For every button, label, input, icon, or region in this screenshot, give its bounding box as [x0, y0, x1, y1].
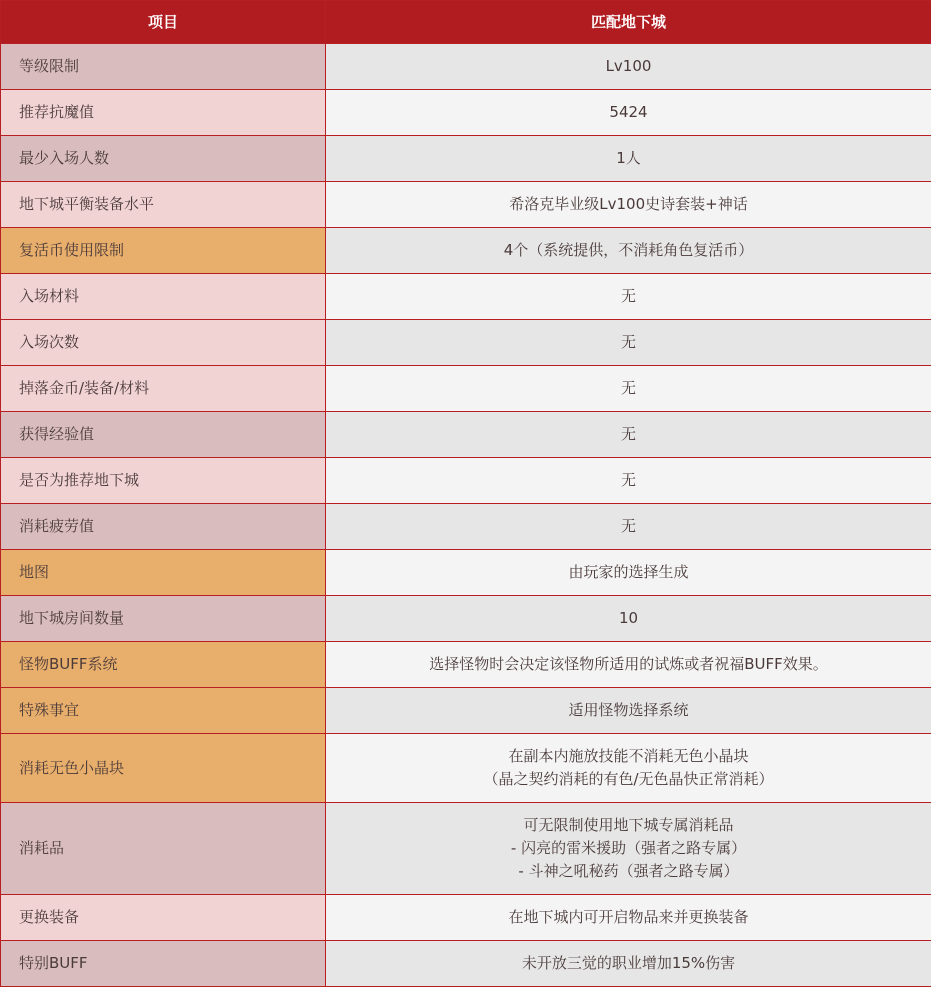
row-value: 无 [326, 458, 931, 504]
table-row [1, 596, 931, 642]
row-value: 由玩家的选择生成 [326, 550, 931, 596]
row-label: 复活币使用限制 [1, 228, 326, 274]
header-item: 项目 [1, 1, 326, 44]
row-value: 5424 [326, 90, 931, 136]
row-value: 在地下城内可开启物品来并更换装备 [326, 895, 931, 941]
table-header-row [1, 1, 931, 44]
table-row [1, 895, 931, 941]
row-label: 消耗疲劳值 [1, 504, 326, 550]
row-value: 可无限制使用地下城专属消耗品 - 闪亮的雷米援助（强者之路专属） - 斗神之吼秘药（强者之路专属） [326, 803, 931, 895]
row-label: 推荐抗魔值 [1, 90, 326, 136]
row-label: 消耗无色小晶块 [1, 734, 326, 803]
table-row [1, 941, 931, 987]
table-row [1, 504, 931, 550]
row-label: 是否为推荐地下城 [1, 458, 326, 504]
table-row [1, 803, 931, 895]
table-row [1, 458, 931, 504]
row-value: 无 [326, 320, 931, 366]
table-row [1, 550, 931, 596]
table-row [1, 136, 931, 182]
row-value: 无 [326, 504, 931, 550]
row-label: 入场材料 [1, 274, 326, 320]
row-value: Lv100 [326, 44, 931, 90]
table-row [1, 320, 931, 366]
row-label: 掉落金币/装备/材料 [1, 366, 326, 412]
header-dungeon: 匹配地下城 [326, 1, 931, 44]
row-label: 入场次数 [1, 320, 326, 366]
table-row [1, 44, 931, 90]
row-label: 最少入场人数 [1, 136, 326, 182]
row-value: 适用怪物选择系统 [326, 688, 931, 734]
table-row [1, 366, 931, 412]
row-label: 特别BUFF [1, 941, 326, 987]
table-row [1, 90, 931, 136]
row-value: 未开放三觉的职业增加15%伤害 [326, 941, 931, 987]
row-label: 地下城房间数量 [1, 596, 326, 642]
row-value: 选择怪物时会决定该怪物所适用的试炼或者祝福BUFF效果。 [326, 642, 931, 688]
row-value: 在副本内施放技能不消耗无色小晶块 （晶之契约消耗的有色/无色晶快正常消耗） [326, 734, 931, 803]
row-label: 怪物BUFF系统 [1, 642, 326, 688]
row-label: 等级限制 [1, 44, 326, 90]
table-row [1, 412, 931, 458]
row-value: 希洛克毕业级Lv100史诗套装+神话 [326, 182, 931, 228]
row-value: 10 [326, 596, 931, 642]
row-value: 无 [326, 412, 931, 458]
row-label: 地图 [1, 550, 326, 596]
table-row [1, 688, 931, 734]
row-label: 更换装备 [1, 895, 326, 941]
table-row [1, 228, 931, 274]
table-row [1, 734, 931, 803]
table-row [1, 274, 931, 320]
row-value: 无 [326, 274, 931, 320]
row-label: 获得经验值 [1, 412, 326, 458]
row-label: 特殊事宜 [1, 688, 326, 734]
row-value: 无 [326, 366, 931, 412]
table-row [1, 642, 931, 688]
row-label: 地下城平衡装备水平 [1, 182, 326, 228]
row-value: 1人 [326, 136, 931, 182]
row-value: 4个（系统提供，不消耗角色复活币） [326, 228, 931, 274]
row-label: 消耗品 [1, 803, 326, 895]
table-row [1, 182, 931, 228]
